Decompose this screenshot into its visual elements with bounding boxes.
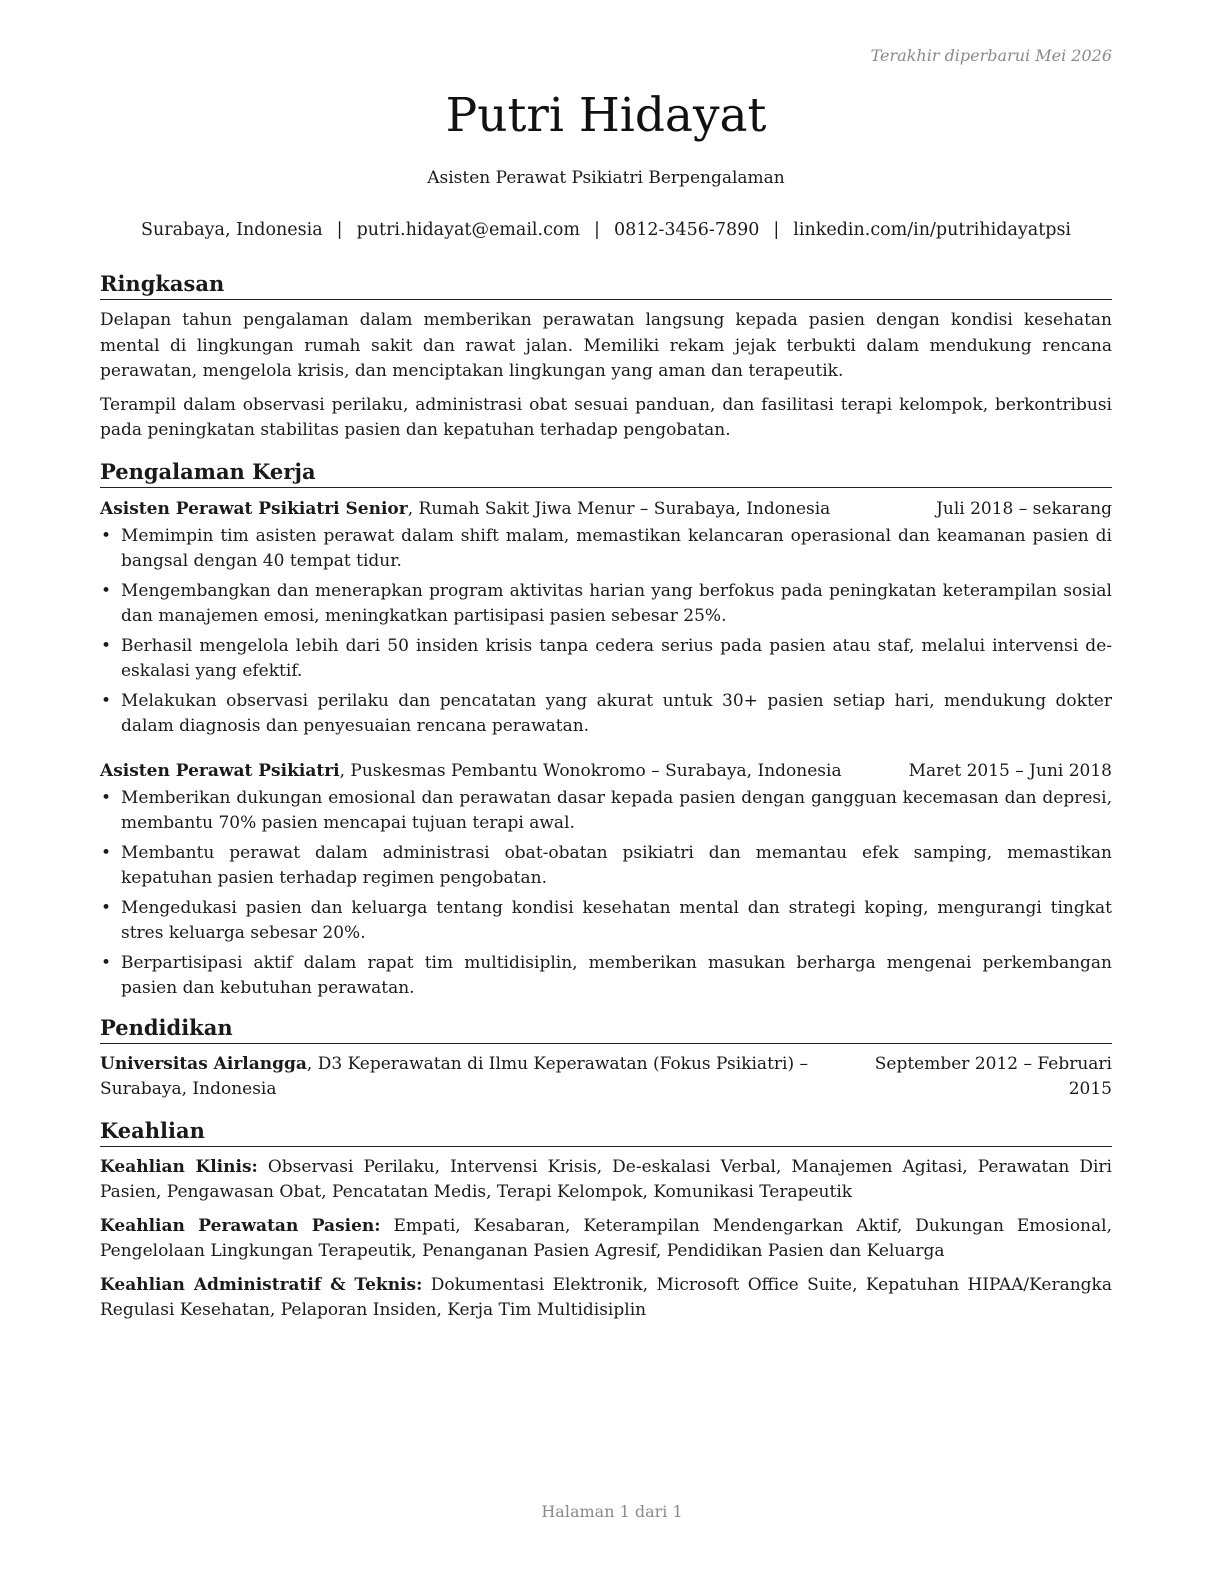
candidate-name: Putri Hidayat	[445, 88, 767, 143]
skill-group-label: Keahlian Klinis:	[100, 1156, 258, 1177]
resume-content	[100, 270, 1112, 1324]
contact-phone[interactable]: 0812-3456-7890	[613, 220, 760, 240]
job-header	[100, 496, 1112, 522]
skill-group	[100, 1273, 1112, 1324]
list-item	[100, 579, 1112, 629]
list-item	[100, 841, 1112, 891]
bullet-text: Memberikan dukungan emosional dan perawatan dasar kepada pasien dengan gangguan kecemasan dan depresi, membantu 70% pasien mencapai tujuan terapi awal.	[121, 787, 1112, 833]
contact-location: Surabaya, Indonesia	[140, 220, 323, 240]
bullet-icon: •	[101, 787, 112, 808]
bullet-text: Mengedukasi pasien dan keluarga tentang kondisi kesehatan mental dan strategi koping, mengurangi tingkat stres keluarga sebesar 20%.	[121, 897, 1112, 943]
list-item	[100, 896, 1112, 946]
job-header	[100, 758, 1112, 784]
skill-group	[100, 1214, 1112, 1265]
job-title-line	[100, 496, 830, 522]
section-title-education: Pendidikan	[100, 1014, 1112, 1044]
job-bullets	[100, 524, 1112, 739]
skill-group-text: Dokumentasi Elektronik, Microsoft Office Suite, Kepatuhan HIPAA/Kerangka Regulasi Kesehatan, Pelaporan Insiden, Kerja Tim Multidisiplin	[100, 1274, 1112, 1320]
contact-separator: |	[336, 220, 343, 240]
contact-separator: |	[773, 220, 780, 240]
job-dates: Juli 2018 – sekarang	[936, 498, 1112, 519]
bullet-text: Melakukan observasi perilaku dan pencatatan yang akurat untuk 30+ pasien setiap hari, mendukung dokter dalam diagnosis dan penyesuaian rencana perawatan.	[121, 690, 1112, 736]
contact-line	[100, 220, 1112, 240]
education-entry	[100, 1052, 1112, 1103]
education-dates: September 2012 – Februari 2015	[874, 1053, 1112, 1099]
education-school: Universitas Airlangga	[100, 1053, 307, 1074]
list-item	[100, 951, 1112, 1001]
skill-group-label: Keahlian Administratif & Teknis:	[100, 1274, 423, 1295]
bullet-text: Berhasil mengelola lebih dari 50 insiden krisis tanpa cedera serius pada pasien atau staf, melalui intervensi de-eskalasi yang efektif.	[121, 635, 1112, 681]
education-detail: , D3 Keperawatan di Ilmu Keperawatan (Fokus Psikiatri) – Surabaya, Indonesia	[100, 1053, 808, 1099]
job-role: Asisten Perawat Psikiatri	[100, 760, 340, 781]
summary-paragraph: Terampil dalam observasi perilaku, administrasi obat sesuai panduan, dan fasilitasi terapi kelompok, berkontribusi pada peningkatan stabilitas pasien dan kepatuhan terhadap pengobatan.	[100, 394, 1112, 440]
list-item	[100, 786, 1112, 836]
list-item	[100, 689, 1112, 739]
last-updated: Terakhir diperbarui Mei 2026	[870, 46, 1112, 65]
bullet-icon: •	[101, 525, 112, 546]
bullet-icon: •	[101, 690, 112, 711]
section-title-experience: Pengalaman Kerja	[100, 458, 1112, 488]
section-title-skills: Keahlian	[100, 1117, 1112, 1147]
list-item	[100, 524, 1112, 574]
skill-group-text: Empati, Kesabaran, Keterampilan Mendengarkan Aktif, Dukungan Emosional, Pengelolaan Lingkungan Terapeutik, Penanganan Pasien Agresif, Pendidikan Pasien dan Keluarga	[100, 1215, 1112, 1261]
candidate-headline: Asisten Perawat Psikiatri Berpengalaman	[427, 168, 785, 188]
bullet-text: Memimpin tim asisten perawat dalam shift malam, memastikan kelancaran operasional dan keamanan pasien di bangsal dengan 40 tempat tidur.	[121, 525, 1112, 571]
list-item	[100, 634, 1112, 684]
summary-paragraph: Delapan tahun pengalaman dalam memberikan perawatan langsung kepada pasien dengan kondisi kesehatan mental di lingkungan rumah sakit dan rawat jalan. Memiliki rekam jejak terbukti dalam mendukung rencana perawatan, mengelola krisis, dan menciptakan lingkungan yang aman dan terapeutik.	[100, 310, 1112, 381]
section-title-summary: Ringkasan	[100, 270, 1112, 300]
contact-separator: |	[594, 220, 600, 240]
bullet-icon: •	[101, 635, 112, 656]
skill-group-label: Keahlian Perawatan Pasien:	[100, 1215, 381, 1236]
bullet-icon: •	[101, 952, 112, 973]
bullet-icon: •	[101, 897, 112, 918]
page-number: Halaman 1 dari 1	[541, 1502, 683, 1521]
skill-group-text: Observasi Perilaku, Intervensi Krisis, De-eskalasi Verbal, Manajemen Agitasi, Perawatan Diri Pasien, Pengawasan Obat, Pencatatan Medis, Terapi Kelompok, Komunikasi Terapeutik	[100, 1156, 1112, 1202]
job-entry	[100, 496, 1112, 739]
education-detail-line	[100, 1052, 870, 1103]
contact-linkedin[interactable]: linkedin.com/in/putrihidayatpsi	[793, 220, 1072, 240]
job-bullets	[100, 786, 1112, 1001]
contact-email[interactable]: putri.hidayat@email.com	[356, 220, 581, 240]
job-title-line	[100, 758, 842, 784]
job-entry	[100, 758, 1112, 1001]
bullet-text: Berpartisipasi aktif dalam rapat tim multidisiplin, memberikan masukan berharga mengenai perkembangan pasien dan kebutuhan perawatan.	[121, 952, 1112, 998]
bullet-icon: •	[101, 842, 112, 863]
bullet-icon: •	[101, 580, 112, 601]
job-employer: , Puskesmas Pembantu Wonokromo – Surabaya, Indonesia	[339, 760, 842, 781]
bullet-text: Membantu perawat dalam administrasi obat-obatan psikiatri dan memantau efek samping, memastikan kepatuhan pasien terhadap regimen pengobatan.	[121, 842, 1112, 888]
skill-group	[100, 1155, 1112, 1206]
job-dates: Maret 2015 – Juni 2018	[908, 760, 1112, 781]
job-employer: , Rumah Sakit Jiwa Menur – Surabaya, Indonesia	[407, 498, 831, 519]
job-role: Asisten Perawat Psikiatri Senior	[100, 498, 408, 519]
bullet-text: Mengembangkan dan menerapkan program aktivitas harian yang berfokus pada peningkatan keterampilan sosial dan manajemen emosi, meningkatkan partisipasi pasien sebesar 25%.	[121, 580, 1112, 626]
